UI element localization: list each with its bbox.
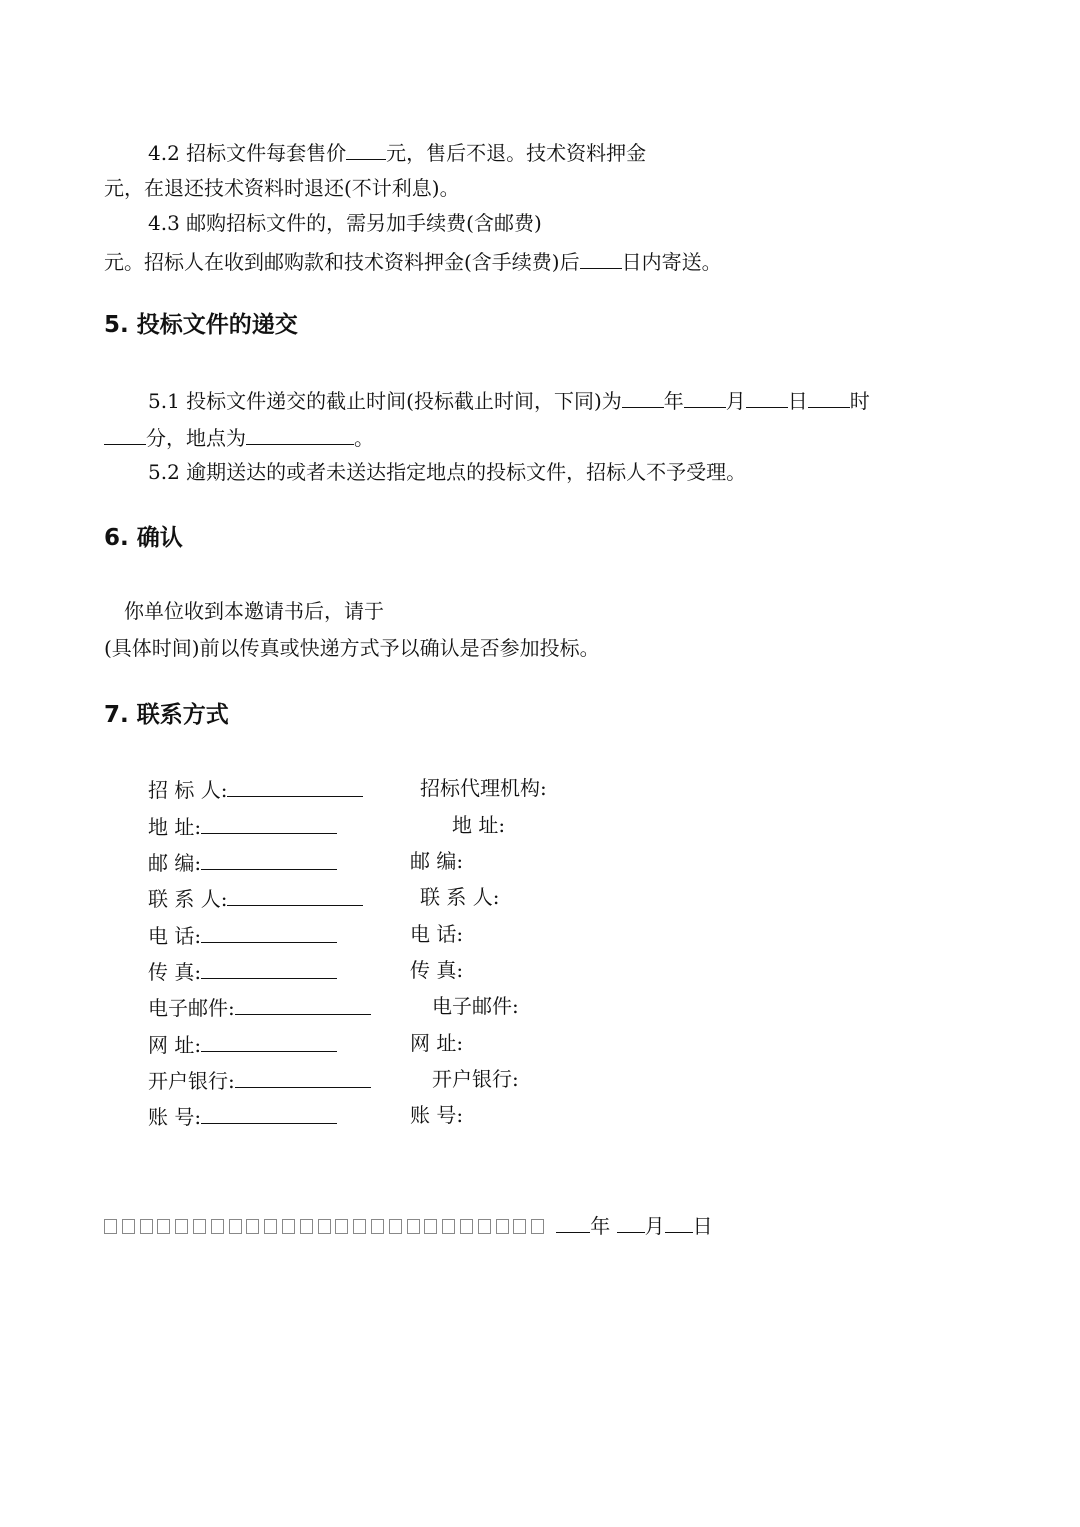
paragraph-5-1-line1 bbox=[148, 389, 870, 411]
contact-left-row bbox=[148, 996, 371, 1018]
label-fax: 传 真: bbox=[148, 960, 202, 984]
contact-left-row bbox=[148, 1069, 371, 1091]
label-agency-website: 网 址: bbox=[410, 1031, 464, 1055]
blank-footer-day bbox=[665, 1214, 693, 1233]
text-6-confirm: 你单位收到本邀请书后，请于 bbox=[124, 599, 384, 623]
blank-day bbox=[746, 389, 788, 408]
blank-postcode bbox=[201, 851, 337, 870]
blank-place bbox=[246, 426, 354, 445]
label-agency-postcode: 邮 编: bbox=[410, 849, 464, 873]
blank-price bbox=[346, 141, 386, 160]
blank-hour bbox=[808, 389, 850, 408]
contact-right-row bbox=[410, 960, 463, 980]
blank-account bbox=[201, 1105, 337, 1124]
text-day: 日 bbox=[787, 389, 808, 413]
label-agency-fax: 传 真: bbox=[410, 958, 464, 982]
text-4-3-end: 日内寄送。 bbox=[621, 250, 722, 274]
label-phone: 电 话: bbox=[148, 924, 202, 948]
text-6-method: (具体时间)前以传真或快递方式予以确认是否参加投标。 bbox=[104, 636, 600, 660]
paragraph-6-line2 bbox=[104, 638, 600, 658]
contact-left-row bbox=[148, 960, 337, 982]
contact-right-row bbox=[410, 1033, 463, 1053]
contact-right-row bbox=[452, 815, 505, 835]
missing-glyph-boxes bbox=[104, 1214, 556, 1238]
contact-right-row bbox=[420, 778, 547, 798]
label-account: 账 号: bbox=[148, 1105, 202, 1129]
section-5-heading: 5. 投标文件的递交 bbox=[104, 312, 298, 338]
footer-month: 月 bbox=[644, 1214, 665, 1238]
contact-right-row bbox=[432, 1069, 519, 1089]
text-minute: 分，地点为 bbox=[146, 426, 246, 450]
blank-days bbox=[580, 250, 622, 269]
footer-day: 日 bbox=[692, 1214, 713, 1238]
text-4-2-price: 4.2 招标文件每套售价 bbox=[148, 141, 347, 165]
blank-year bbox=[622, 389, 664, 408]
blank-address bbox=[201, 815, 337, 834]
contact-right-row bbox=[410, 924, 463, 944]
contact-left-row bbox=[148, 1033, 337, 1055]
blank-contact bbox=[227, 887, 363, 906]
blank-footer-month bbox=[617, 1214, 645, 1233]
text-5-2: 5.2 逾期送达的或者未送达指定地点的投标文件，招标人不予受理。 bbox=[148, 460, 747, 484]
text-5-1-deadline: 5.1 投标文件递交的截止时间(投标截止时间，下同)为 bbox=[148, 389, 622, 413]
footer-date-line bbox=[104, 1214, 713, 1236]
text-year: 年 bbox=[663, 389, 684, 413]
blank-tenderer bbox=[227, 778, 363, 797]
contact-left-row bbox=[148, 887, 363, 909]
label-agency-contact: 联 系 人: bbox=[420, 885, 500, 909]
paragraph-4-3-line1 bbox=[148, 213, 542, 233]
text-4-3-send: 元。招标人在收到邮购款和技术资料押金(含手续费)后 bbox=[104, 250, 580, 274]
blank-website bbox=[201, 1033, 337, 1052]
text-hour: 时 bbox=[849, 389, 870, 413]
paragraph-5-2 bbox=[148, 462, 746, 482]
blank-email bbox=[235, 996, 371, 1015]
label-tenderer: 招 标 人: bbox=[148, 778, 228, 802]
paragraph-4-2-line2 bbox=[104, 178, 460, 198]
section-7-heading: 7. 联系方式 bbox=[104, 702, 229, 728]
contact-left-row bbox=[148, 924, 337, 946]
paragraph-5-1-line2 bbox=[104, 426, 374, 448]
label-agency-account: 账 号: bbox=[410, 1103, 464, 1127]
contact-left-row bbox=[148, 778, 363, 800]
footer-year: 年 bbox=[590, 1214, 611, 1238]
label-agency-bank: 开户银行: bbox=[432, 1067, 519, 1091]
label-agency: 招标代理机构: bbox=[420, 776, 547, 800]
blank-fax bbox=[201, 960, 337, 979]
label-address: 地 址: bbox=[148, 815, 202, 839]
section-6-heading: 6. 确认 bbox=[104, 525, 183, 551]
paragraph-6-line1 bbox=[124, 601, 384, 621]
contact-left-row bbox=[148, 1105, 337, 1127]
contact-right-row bbox=[420, 887, 499, 907]
contact-left-row bbox=[148, 815, 337, 837]
label-agency-phone: 电 话: bbox=[410, 922, 464, 946]
label-bank: 开户银行: bbox=[148, 1069, 235, 1093]
contact-right-row bbox=[432, 996, 519, 1016]
blank-minute bbox=[104, 426, 146, 445]
blank-footer-year bbox=[556, 1214, 590, 1233]
blank-phone bbox=[201, 924, 337, 943]
label-website: 网 址: bbox=[148, 1033, 202, 1057]
text-month: 月 bbox=[725, 389, 746, 413]
label-postcode: 邮 编: bbox=[148, 851, 202, 875]
label-agency-address: 地 址: bbox=[452, 813, 506, 837]
text-4-3-mail: 4.3 邮购招标文件的，需另加手续费(含邮费) bbox=[148, 211, 542, 235]
label-email: 电子邮件: bbox=[148, 996, 235, 1020]
contact-right-row bbox=[410, 851, 463, 871]
paragraph-4-2-line1 bbox=[148, 141, 646, 163]
blank-month bbox=[684, 389, 726, 408]
label-contact: 联 系 人: bbox=[148, 887, 228, 911]
contact-right-row bbox=[410, 1105, 463, 1125]
label-agency-email: 电子邮件: bbox=[432, 994, 519, 1018]
text-4-2-refund: 元，在退还技术资料时退还(不计利息)。 bbox=[104, 176, 460, 200]
blank-bank bbox=[235, 1069, 371, 1088]
paragraph-4-3-line2 bbox=[104, 250, 722, 272]
text-4-2-deposit: 元，售后不退。技术资料押金 bbox=[386, 141, 647, 165]
text-end: 。 bbox=[354, 426, 374, 450]
contact-left-row bbox=[148, 851, 337, 873]
